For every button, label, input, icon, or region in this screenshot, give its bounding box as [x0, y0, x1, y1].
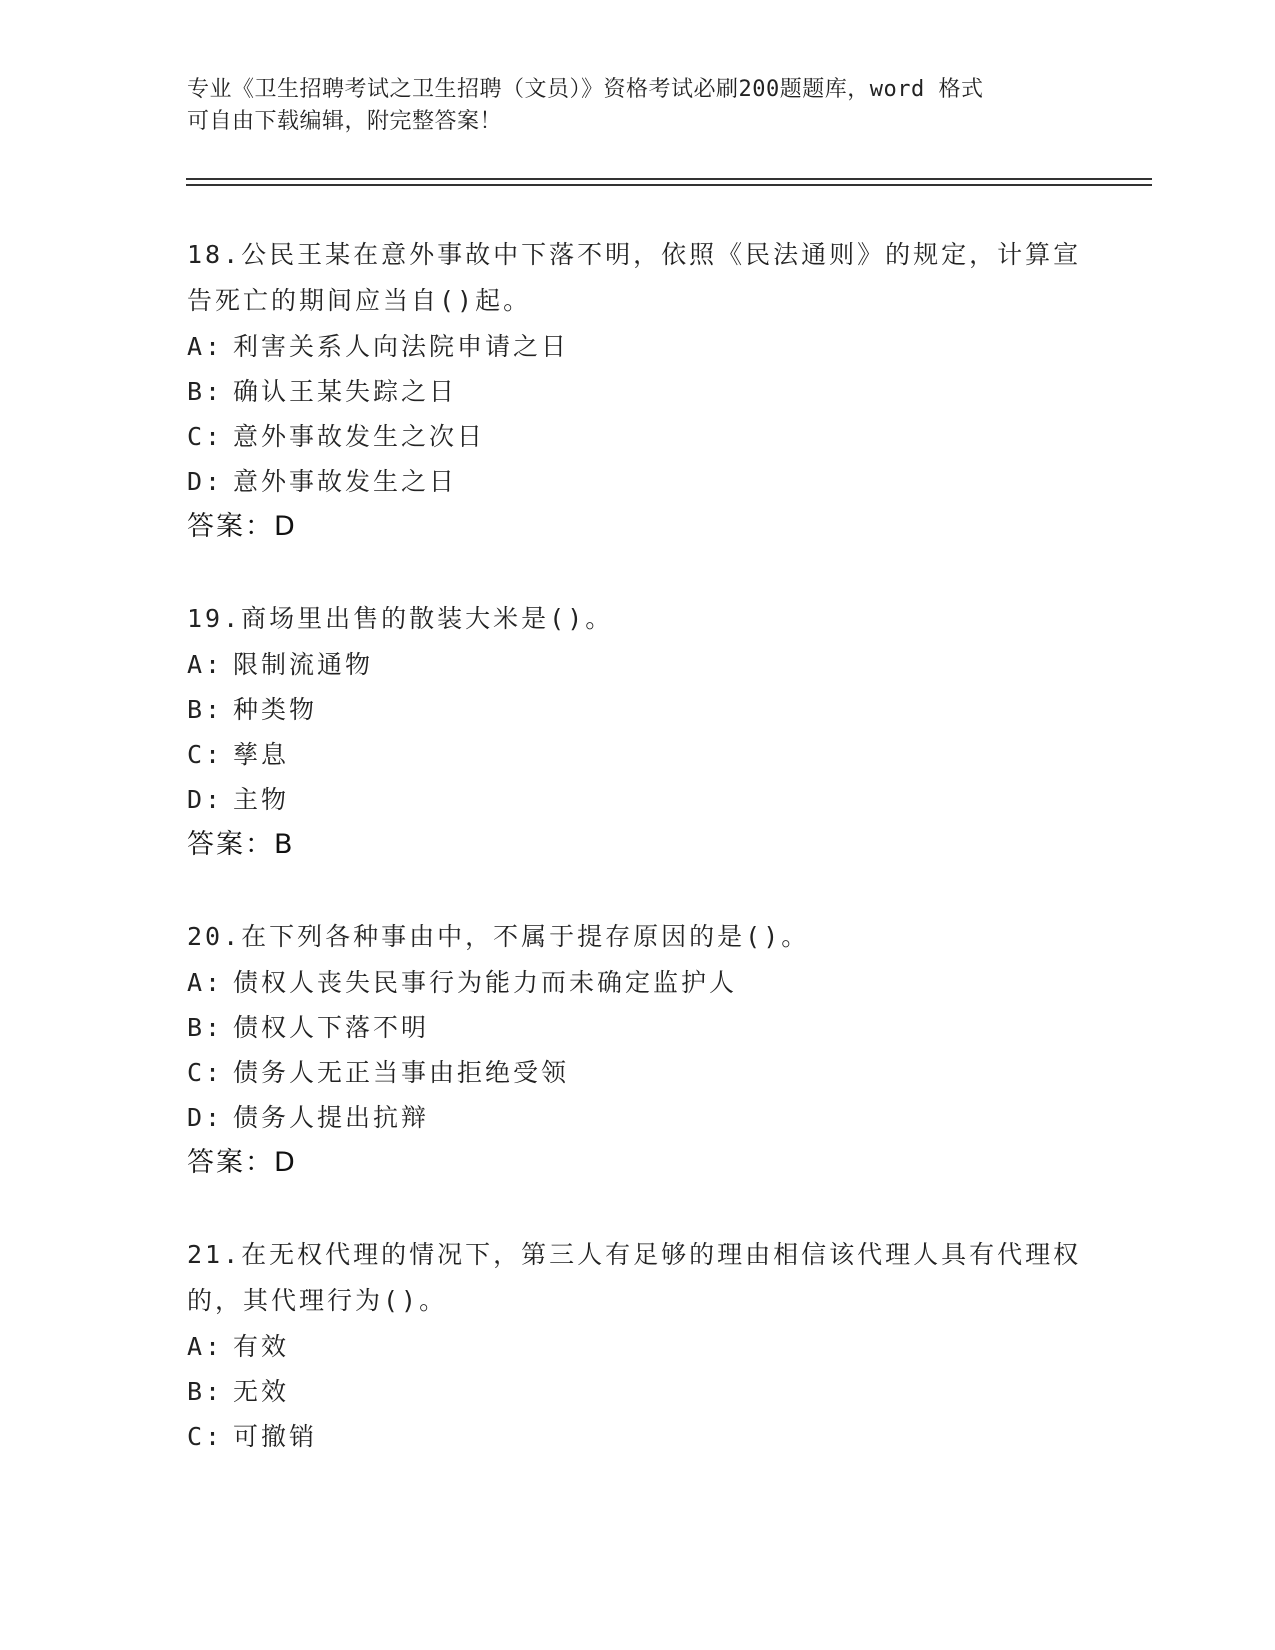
option-text: 无效	[233, 1377, 290, 1406]
option-d	[187, 459, 1087, 504]
option-a	[187, 324, 1087, 369]
option-text: 种类物	[233, 695, 318, 724]
option-text: 债权人下落不明	[233, 1013, 430, 1042]
option-b	[187, 687, 1087, 732]
question-text: 19.商场里出售的散装大米是()。	[187, 604, 614, 633]
header-divider-top	[186, 178, 1152, 180]
option-key: A:	[187, 650, 224, 679]
option-b	[187, 1369, 1087, 1414]
option-key: A:	[187, 332, 224, 361]
option-key: C:	[187, 1058, 224, 1087]
option-a	[187, 642, 1087, 687]
option-key: C:	[187, 740, 224, 769]
option-key: A:	[187, 1332, 224, 1361]
option-d	[187, 1095, 1087, 1140]
option-c	[187, 1050, 1087, 1095]
option-c	[187, 1414, 1087, 1459]
option-b	[187, 369, 1087, 414]
question-text: 18.公民王某在意外事故中下落不明，依照《民法通则》的规定，计算宣告死亡的期间应当自()起。	[187, 240, 1082, 315]
header-line-1: 专业《卫生招聘考试之卫生招聘（文员）》资格考试必刷200题题库，word 格式	[187, 77, 984, 102]
answer-line: 答案：B	[187, 829, 295, 860]
question-20	[187, 914, 1087, 1186]
header-line-2: 可自由下载编辑，附完整答案！	[187, 109, 503, 134]
question-list	[187, 232, 1087, 1505]
question-text: 21.在无权代理的情况下，第三人有足够的理由相信该代理人具有代理权的，其代理行为()。	[187, 1240, 1082, 1315]
option-text: 可撤销	[233, 1422, 318, 1451]
option-a	[187, 1324, 1087, 1369]
option-a	[187, 960, 1087, 1005]
option-text: 孳息	[233, 740, 290, 769]
option-key: B:	[187, 1377, 224, 1406]
document-header	[187, 74, 1067, 138]
question-text: 20.在下列各种事由中，不属于提存原因的是()。	[187, 922, 810, 951]
option-b	[187, 1005, 1087, 1050]
option-key: B:	[187, 377, 224, 406]
option-text: 债务人提出抗辩	[233, 1103, 430, 1132]
option-d	[187, 777, 1087, 822]
option-key: C:	[187, 1422, 224, 1451]
answer-line: 答案：D	[187, 511, 297, 542]
option-c	[187, 732, 1087, 777]
option-key: D:	[187, 467, 224, 496]
option-key: C:	[187, 422, 224, 451]
option-text: 意外事故发生之日	[233, 467, 458, 496]
header-divider-bottom	[186, 184, 1152, 186]
question-18	[187, 232, 1087, 550]
option-key: D:	[187, 785, 224, 814]
option-text: 利害关系人向法院申请之日	[233, 332, 570, 361]
option-text: 主物	[233, 785, 290, 814]
option-c	[187, 414, 1087, 459]
option-key: D:	[187, 1103, 224, 1132]
option-text: 限制流通物	[233, 650, 374, 679]
option-text: 确认王某失踪之日	[233, 377, 458, 406]
option-text: 有效	[233, 1332, 290, 1361]
answer-line: 答案：D	[187, 1147, 297, 1178]
question-21	[187, 1232, 1087, 1459]
option-key: A:	[187, 968, 224, 997]
option-key: B:	[187, 695, 224, 724]
question-19	[187, 596, 1087, 868]
option-key: B:	[187, 1013, 224, 1042]
option-text: 债务人无正当事由拒绝受领	[233, 1058, 570, 1087]
option-text: 债权人丧失民事行为能力而未确定监护人	[233, 968, 738, 997]
option-text: 意外事故发生之次日	[233, 422, 486, 451]
